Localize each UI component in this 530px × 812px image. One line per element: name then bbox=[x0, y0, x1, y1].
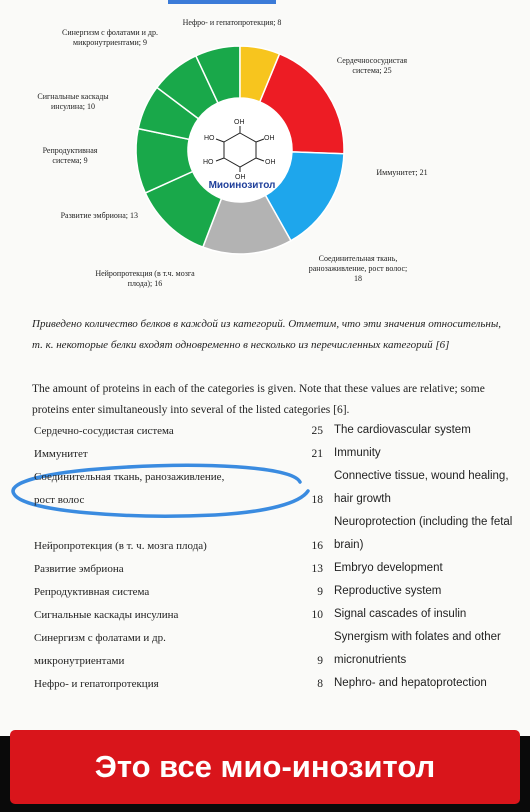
row-label-en: Signal cascades of insulin bbox=[334, 608, 467, 620]
chart-label-synergy: Синергизм с фолатами и др. микронутриентами; 9 bbox=[62, 28, 158, 47]
table-row bbox=[34, 560, 530, 583]
row-label-en: hair growth bbox=[334, 493, 391, 505]
row-count: 16 bbox=[311, 540, 323, 552]
bottom-banner bbox=[10, 730, 520, 804]
chart-label-embryo: Развитие эмбриона; 13 bbox=[60, 211, 138, 220]
row-label-en: Reproductive system bbox=[334, 585, 442, 597]
chart-label-repro: Репродуктивная система; 9 bbox=[42, 146, 98, 165]
table-row bbox=[34, 675, 530, 698]
molecule-label: OH bbox=[234, 119, 245, 126]
table-row bbox=[34, 445, 530, 468]
caption-russian: Приведено количество белков в каждой из категорий. Отметим, что эти значения относительны, т. к. некоторые белки входят одновременно в несколько из перечисленных категорий [6] bbox=[32, 318, 502, 351]
row-label-ru: Синергизм с фолатами и др. bbox=[34, 632, 166, 644]
molecule-label: OH bbox=[235, 174, 246, 181]
table-row bbox=[34, 583, 530, 606]
row-label-en: Immunity bbox=[334, 447, 381, 459]
table-row bbox=[34, 514, 530, 560]
chart-label-neuro: Нейропротекция (в т.ч. мозга плода); 16 bbox=[95, 269, 195, 288]
chart-label-nephro: Нефро- и гепатопротекция; 8 bbox=[182, 18, 282, 27]
row-count: 9 bbox=[317, 655, 323, 667]
center-label: Миоинозитол bbox=[208, 180, 276, 191]
row-label-en: Neuroprotection (including the fetal bbox=[334, 516, 513, 528]
row-label-ru: Репродуктивная система bbox=[34, 586, 150, 598]
row-label-en: Nephro- and hepatoprotection bbox=[334, 677, 487, 689]
molecule-label: HO bbox=[203, 159, 214, 166]
row-label-en: The cardiovascular system bbox=[334, 424, 471, 436]
chart-label-tissue: Соединительная ткань, ранозаживление, рост волос; 18 bbox=[308, 254, 408, 283]
row-label-en: brain) bbox=[334, 539, 364, 551]
molecule-label: OH bbox=[264, 135, 275, 142]
row-label-ru: Сердечно-сосудистая система bbox=[34, 425, 174, 437]
row-label-ru: Сигнальные каскады инсулина bbox=[34, 609, 179, 621]
row-label-ru: Нефро- и гепатопротекция bbox=[34, 678, 159, 690]
row-label-ru: Иммунитет bbox=[34, 448, 88, 460]
row-count: 18 bbox=[311, 494, 323, 506]
banner-text: Это все мио-инозитол bbox=[94, 749, 436, 784]
row-label-ru: Развитие эмбриона bbox=[34, 563, 124, 575]
caption-english: The amount of proteins in each of the categories is given. Note that these values are relative; some proteins enter simultaneously into several of the listed categories [6]. bbox=[32, 383, 485, 416]
row-count: 9 bbox=[317, 586, 323, 598]
table-row bbox=[34, 468, 530, 514]
table-row bbox=[34, 422, 530, 445]
row-label-ru: рост волос bbox=[34, 494, 85, 506]
row-count: 10 bbox=[311, 609, 323, 621]
row-label-ru: микронутриентами bbox=[34, 655, 125, 667]
row-count: 8 bbox=[317, 678, 323, 690]
molecule-label: HO bbox=[204, 135, 215, 142]
row-label-en: micronutrients bbox=[334, 654, 407, 666]
table-row bbox=[34, 629, 530, 675]
row-label-en: Connective tissue, wound healing, bbox=[334, 470, 509, 482]
row-label-ru: Соединительная ткань, ранозаживление, bbox=[34, 471, 225, 483]
chart-label-immune: Иммунитет; 21 bbox=[376, 168, 428, 177]
row-count: 25 bbox=[311, 425, 323, 437]
row-count: 13 bbox=[311, 563, 323, 575]
row-label-en: Embryo development bbox=[334, 562, 443, 574]
row-label-en: Synergism with folates and other bbox=[334, 631, 501, 643]
chart-label-insulin: Сигнальные каскады инсулина; 10 bbox=[37, 92, 109, 111]
row-label-ru: Нейропротекция (в т. ч. мозга плода) bbox=[34, 540, 207, 552]
chart-label-cardio: Сердечнососудистая система; 25 bbox=[336, 56, 408, 75]
molecule-label: OH bbox=[265, 159, 276, 166]
row-count: 21 bbox=[311, 448, 323, 460]
table-row bbox=[34, 606, 530, 629]
